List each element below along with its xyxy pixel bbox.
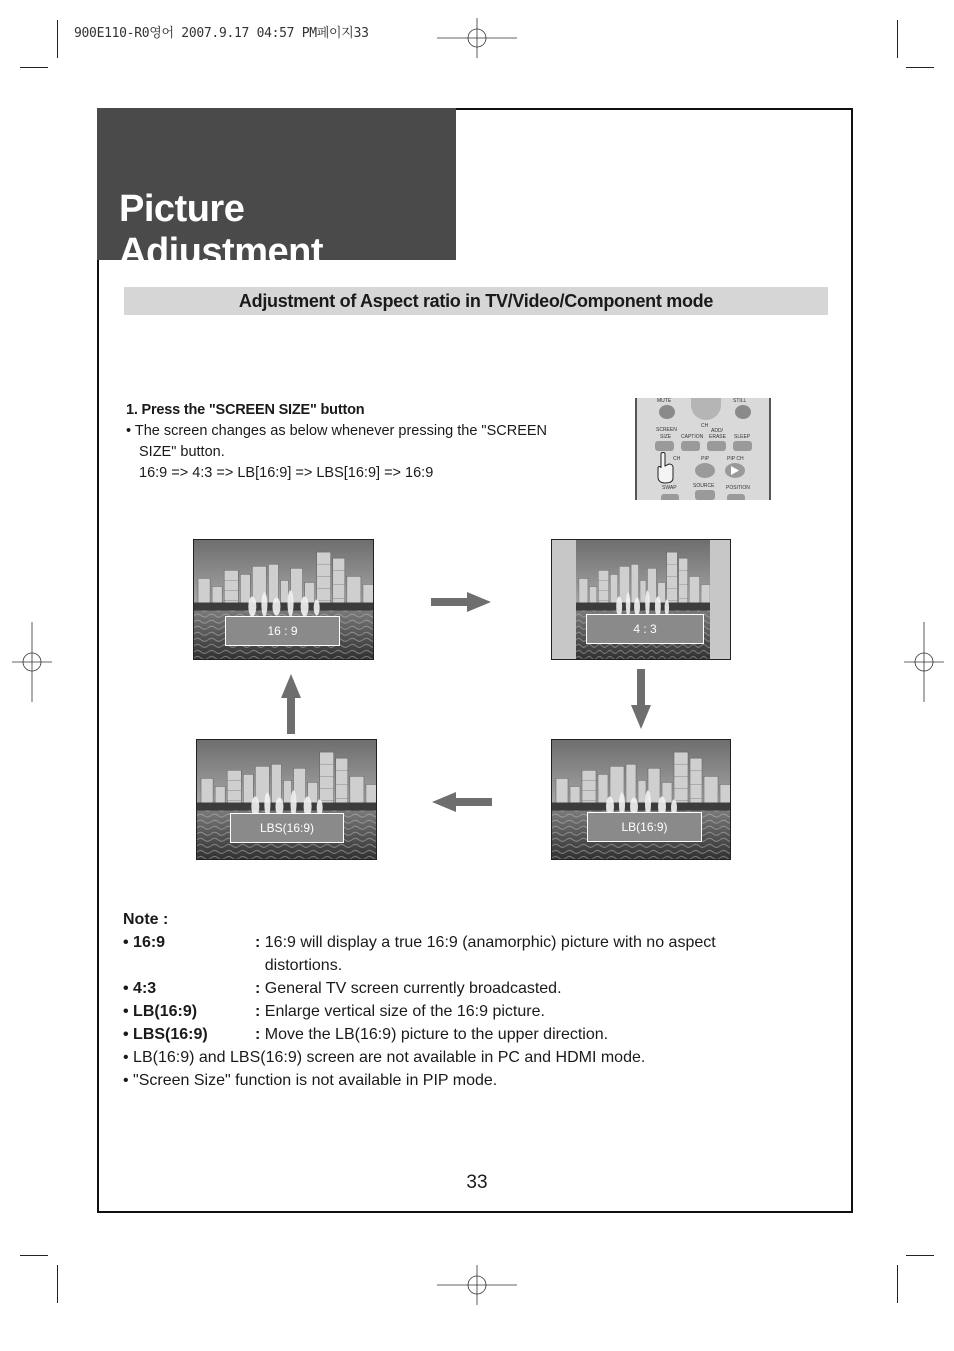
remote-label: CH bbox=[701, 423, 709, 429]
registration-mark-right bbox=[904, 622, 944, 702]
crop-mark bbox=[897, 1265, 898, 1303]
screen-label: LBS(16:9) bbox=[230, 813, 344, 843]
crop-mark bbox=[57, 20, 58, 58]
screen-label: LB(16:9) bbox=[587, 812, 702, 842]
crop-mark bbox=[897, 20, 898, 58]
screen-16-9 bbox=[193, 539, 374, 660]
note-extra: • LB(16:9) and LBS(16:9) screen are not available in PC and HDMI mode. bbox=[123, 1049, 646, 1066]
note-item bbox=[123, 1000, 803, 1023]
note-key: • 16:9 bbox=[123, 934, 166, 951]
caption-button bbox=[681, 441, 700, 451]
crop-mark bbox=[57, 1265, 58, 1303]
notes bbox=[123, 908, 803, 1092]
crop-mark bbox=[20, 67, 48, 68]
still-button-icon bbox=[735, 405, 751, 419]
print-header: 900E110-R0영어 2007.9.17 04:57 PM페이지33 bbox=[74, 26, 369, 41]
pointing-hand-icon bbox=[655, 452, 677, 484]
remote-label: MUTE bbox=[657, 398, 672, 404]
note-key: • LB(16:9) bbox=[123, 1003, 198, 1020]
note-colon: : bbox=[255, 980, 261, 997]
title-block bbox=[97, 108, 456, 273]
page-number: 33 bbox=[466, 1172, 488, 1193]
note-key: • LBS(16:9) bbox=[123, 1026, 208, 1043]
remote-label: SIZE bbox=[660, 434, 672, 440]
arrow-down-icon bbox=[629, 669, 653, 731]
source-button bbox=[695, 490, 715, 500]
remote-label: STILL bbox=[733, 398, 747, 404]
note-item bbox=[123, 977, 803, 1000]
note-desc: 16:9 will display a true 16:9 (anamorphic) picture with no aspect distortions. bbox=[264, 934, 716, 974]
step-instructions bbox=[126, 400, 566, 484]
remote-label: PIP bbox=[701, 456, 710, 462]
play-icon bbox=[731, 466, 739, 475]
step-line: 16:9 => 4:3 => LB[16:9] => LBS[16:9] => 16:9 bbox=[139, 465, 434, 481]
mute-button-icon bbox=[659, 405, 675, 419]
screen-lb-16-9 bbox=[551, 739, 731, 860]
screen-label: 16 : 9 bbox=[225, 616, 340, 646]
screen-label: 4 : 3 bbox=[586, 614, 704, 644]
sleep-button bbox=[733, 441, 752, 451]
remote-label: ADD/ bbox=[711, 428, 723, 434]
page-title: Picture Adjustment bbox=[119, 188, 323, 273]
arrow-right-icon bbox=[431, 590, 493, 614]
remote-label: CH bbox=[673, 456, 681, 462]
crop-mark bbox=[20, 1255, 48, 1256]
note-colon: : bbox=[255, 1026, 261, 1043]
screen-size-button bbox=[655, 441, 674, 451]
arrow-up-icon bbox=[279, 672, 303, 734]
screen-4-3 bbox=[551, 539, 731, 660]
remote-label: SWAP bbox=[662, 485, 677, 491]
remote-label: SLEEP bbox=[734, 434, 751, 440]
screen-lbs-16-9 bbox=[196, 739, 377, 860]
note-colon: : bbox=[255, 1003, 261, 1020]
step-line: SIZE" button. bbox=[139, 444, 225, 460]
add-erase-button bbox=[707, 441, 726, 451]
crop-mark bbox=[906, 1255, 934, 1256]
swap-button bbox=[661, 494, 679, 500]
remote-label: ERASE bbox=[709, 434, 726, 440]
remote-label: POSITION bbox=[726, 485, 750, 491]
step-line: • The screen changes as below whenever pressing the "SCREEN bbox=[126, 423, 548, 439]
channel-rocker-icon bbox=[691, 398, 721, 420]
registration-mark-bottom bbox=[437, 1265, 517, 1305]
section-bar bbox=[124, 287, 828, 315]
remote-label: SCREEN bbox=[656, 427, 677, 433]
pip-button bbox=[695, 463, 715, 478]
note-desc: General TV screen currently broadcasted. bbox=[264, 980, 562, 997]
note-colon: : bbox=[255, 934, 261, 951]
note-item bbox=[123, 1023, 803, 1046]
remote-label: PIP CH bbox=[727, 456, 744, 462]
remote-label: CAPTION bbox=[681, 434, 704, 440]
arrow-left-icon bbox=[430, 790, 492, 814]
step-heading: 1. Press the "SCREEN SIZE" button bbox=[126, 402, 365, 418]
note-key: • 4:3 bbox=[123, 980, 157, 997]
registration-mark-top bbox=[437, 18, 517, 58]
note-desc: Enlarge vertical size of the 16:9 picture. bbox=[264, 1003, 545, 1020]
note-desc: Move the LB(16:9) picture to the upper direction. bbox=[264, 1026, 609, 1043]
remote-control-illustration bbox=[635, 398, 771, 500]
crop-mark bbox=[906, 67, 934, 68]
position-button bbox=[727, 494, 745, 500]
notes-title: Note : bbox=[123, 911, 169, 928]
section-title: Adjustment of Aspect ratio in TV/Video/Component mode bbox=[238, 291, 714, 311]
remote-label: SOURCE bbox=[693, 483, 715, 489]
registration-mark-left bbox=[12, 622, 52, 702]
note-item bbox=[123, 931, 803, 977]
note-extra: • "Screen Size" function is not available in PIP mode. bbox=[123, 1072, 498, 1089]
